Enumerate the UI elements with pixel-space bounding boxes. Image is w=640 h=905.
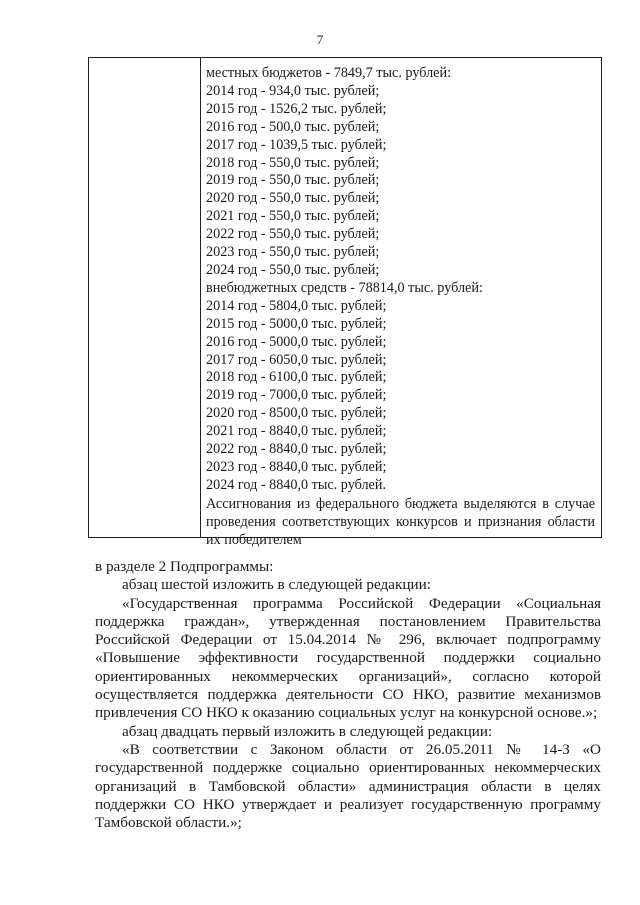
section-intro: в разделе 2 Подпрограммы: — [95, 558, 274, 575]
paragraph-twenty-one-intro: абзац двадцать первый изложить в следующей редакции: — [122, 722, 493, 740]
funding-cell — [206, 65, 595, 549]
funding-line: внебюджетных средств - 78814,0 тыс. рублей: — [206, 279, 483, 296]
funding-line: 2019 год - 550,0 тыс. рублей; — [206, 172, 380, 189]
funding-line: 2015 год - 1526,2 тыс. рублей; — [206, 100, 387, 117]
budget-table — [88, 57, 602, 548]
funding-line: 2021 год - 8840,0 тыс. рублей; — [206, 423, 387, 440]
funding-line: 2017 год - 6050,0 тыс. рублей; — [206, 351, 387, 368]
funding-line: 2016 год - 5000,0 тыс. рублей; — [206, 333, 387, 350]
page-number: 7 — [316, 32, 324, 47]
funding-line: 2018 год - 6100,0 тыс. рублей; — [206, 369, 387, 386]
funding-line: 2019 год - 7000,0 тыс. рублей; — [206, 387, 387, 404]
funding-line: 2023 год - 8840,0 тыс. рублей; — [206, 458, 387, 475]
funding-line: 2020 год - 8500,0 тыс. рублей; — [206, 405, 387, 422]
funding-line: 2024 год - 8840,0 тыс. рублей. — [206, 476, 386, 493]
funding-lines — [206, 65, 595, 495]
funding-line: 2018 год - 550,0 тыс. рублей; — [206, 154, 380, 171]
paragraph-six-text: «Государственная программа Российской Федерации «Социальная поддержка граждан», утвержденная постановлением Правительства Российской Федерации от 15.04.2014 № 296, включает подпрограмму «Повышение эффективности государственной поддержки социально ориентированных некоммерческих организаций», согласно которой осуществляется поддержка деятельности СО НКО, развитие механизмов привлечения СО НКО к оказанию социальных услуг на конкурсной основе.»; — [95, 594, 601, 722]
funding-line: 2024 год - 550,0 тыс. рублей; — [206, 261, 380, 278]
funding-line: 2016 год - 500,0 тыс. рублей; — [206, 118, 380, 135]
funding-line: 2015 год - 5000,0 тыс. рублей; — [206, 315, 387, 332]
amendment-text — [95, 558, 601, 832]
paragraph-six-intro: абзац шестой изложить в следующей редакции: — [122, 576, 431, 594]
funding-line: местных бюджетов - 7849,7 тыс. рублей: — [206, 65, 452, 81]
funding-line: 2014 год - 5804,0 тыс. рублей; — [206, 297, 387, 314]
funding-line: 2022 год - 550,0 тыс. рублей; — [206, 226, 380, 243]
funding-line: 2021 год - 550,0 тыс. рублей; — [206, 208, 380, 225]
funding-line: 2017 год - 1039,5 тыс. рублей; — [206, 136, 387, 153]
funding-line: 2023 год - 550,0 тыс. рублей; — [206, 244, 380, 261]
table-column-divider — [200, 58, 201, 537]
funding-line: 2014 год - 934,0 тыс. рублей; — [206, 82, 380, 99]
paragraph-twenty-one-text: «В соответствии с Законом области от 26.05.2011 № 14-З «О государственной поддержке социально ориентированных некоммерческих организаций в Тамбовской области» администрация области в целях поддержки СО НКО утверждает и реализует государственную программу Тамбовской области.»; — [95, 740, 601, 832]
federal-budget-note: Ассигнования из федерального бюджета выделяются в случае проведения соответствующих конкурсов и признания области их победителем — [206, 495, 595, 548]
funding-line: 2022 год - 8840,0 тыс. рублей; — [206, 441, 387, 458]
funding-line: 2020 год - 550,0 тыс. рублей; — [206, 190, 380, 207]
